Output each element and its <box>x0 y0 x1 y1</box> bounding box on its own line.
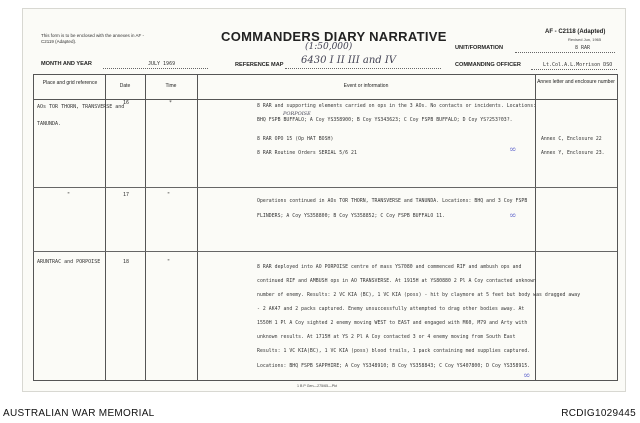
entry-place-line: TANUNDA. <box>37 121 62 127</box>
entry-time: " <box>167 192 171 198</box>
entry-place-line: ARUNTRAC and PORPOISE <box>37 259 101 265</box>
entry-event-line: Results: 1 VC KIA(BC), 1 VC KIA (poss) blood trails, 1 pack containing med supplies captured. <box>257 349 531 354</box>
entry-event-line: number of enemy. Results: 2 VC KIA (BC), 1 VC KIA (poss) - hit by claymore at 5 feet but body was dragged away <box>257 293 581 298</box>
entry-event-line: 8 RAR Routine Orders SERIAL 5/6 21 <box>257 151 357 156</box>
form-note: This form is to be enclosed with the annexes in AF - C2119 (Adapted). <box>41 33 145 44</box>
archive-credit: AUSTRALIAN WAR MEMORIAL <box>3 408 155 419</box>
table-header-border <box>33 99 617 100</box>
entry-event-line: 1550H 1 Pl A Coy sighted 2 enemy moving WEST to EAST and engaged with M60, M79 and Arty with <box>257 321 528 326</box>
table-left-border <box>33 74 34 381</box>
row-separator <box>33 187 617 188</box>
header-place: Place and grid reference <box>42 80 98 86</box>
col-divider-event <box>197 74 198 381</box>
entry-event-line: 8 RAR and supporting elements carried on ops in the 3 AOs. No contacts or incidents. Locations: <box>257 104 537 109</box>
entry-annex-line: Annex C, Enclosure 22 <box>541 137 602 142</box>
entry-event-line: - 2 AK47 and 2 packs captured. Enemy unsuccessfully attempted to drag other bodies away. At <box>257 307 525 312</box>
entry-event-line: FLINDERS; A Coy YS358800; B Coy YS358852; C Coy FSPB BUFFALO 11. <box>257 214 446 219</box>
entry-place-line: AOs TOR THORN, TRANSVERSE and <box>37 104 125 110</box>
entry-time: " <box>167 259 171 265</box>
entry-date: 16 <box>123 100 130 106</box>
unit-underline <box>515 52 615 53</box>
reference-map-label: REFERENCE MAP <box>235 62 284 68</box>
co-value: Lt.Col.A.L.Morrison DSO <box>543 62 613 68</box>
entry-place-line: " <box>67 192 71 198</box>
entry-event-line: unknown results. At 1715H at YS 2 Pl A Coy contacted 3 or 4 enemy moving from South East <box>257 335 516 340</box>
handwritten-sheet: 6430 I II III and IV <box>301 55 397 66</box>
month-year-underline <box>103 68 208 69</box>
archive-id: RCDIG1029445 <box>561 408 636 419</box>
form-code: AF - C2118 (Adapted) <box>545 29 606 35</box>
col-divider-date <box>105 74 106 381</box>
header-event: Event or information <box>343 83 389 89</box>
month-year-value: JULY 1969 <box>148 61 176 67</box>
unit-label: UNIT/FORMATION <box>455 45 504 51</box>
header-time: Time <box>165 83 177 89</box>
ink-mark-icon: ∞ <box>509 145 517 155</box>
entry-date: 18 <box>123 259 130 265</box>
table-top-border <box>33 74 617 75</box>
unit-value: 8 RAR <box>575 45 591 51</box>
col-divider-time <box>145 74 146 381</box>
co-label: COMMANDING OFFICER <box>455 62 521 68</box>
entry-event-line: Locations: BHQ FSPB SAPPHIRE; A Coy YS348910; B Coy YS358843; C Coy YS407800; D Coy YS358915. <box>257 364 531 369</box>
entry-time: * <box>169 100 173 106</box>
printer-line: 1 B P Gen—275/65—Pkt <box>297 384 337 388</box>
entry-event-line: 8 RAR OPO 15 (Op HAT BOSH) <box>257 137 334 142</box>
entry-event-line: continued RIF and AMBUSH ops in AO TRANSVERSE. At 1915H at YS80880 2 Pl A Coy contacted unknown <box>257 279 537 284</box>
handwritten-map-note: PORPOISE <box>283 111 311 117</box>
revised-note: Revised Jun, 1965 <box>568 37 602 42</box>
co-underline <box>531 69 617 70</box>
entry-date: 17 <box>123 192 130 198</box>
page-title: COMMANDERS DIARY NARRATIVE <box>221 29 447 44</box>
entry-event-line: Operations continued in AOs TOR THORN, TRANSVERSE and TANUNDA. Locations: BHQ and 3 Coy FSPB <box>257 199 528 204</box>
header-date: Date <box>119 83 131 89</box>
ink-mark-icon: ∞ <box>523 371 531 381</box>
row-separator <box>33 251 617 252</box>
handwritten-scale: (1:50,000) <box>305 42 353 52</box>
ink-mark-icon: ∞ <box>509 211 517 221</box>
col-divider-annex <box>535 74 536 381</box>
entry-event-line: BHQ FSPB BUFFALO; A Coy YS358900; B Coy YS343623; C Coy FSPB BUFFALO; D Coy YS?253?03?. <box>257 118 513 123</box>
table-bottom-border <box>33 380 617 381</box>
diary-page <box>22 8 626 392</box>
header-annex: Annex letter and enclosure number <box>537 79 615 85</box>
reference-map-underline <box>285 68 441 69</box>
entry-annex-line: Annex Y, Enclosure 23. <box>541 151 605 156</box>
month-year-label: MONTH AND YEAR <box>41 61 92 67</box>
table-right-border <box>617 74 618 381</box>
entry-event-line: 8 RAR deployed into AO PORPOISE centre of mass YS7080 and commenced RIF and ambush ops and <box>257 265 522 270</box>
